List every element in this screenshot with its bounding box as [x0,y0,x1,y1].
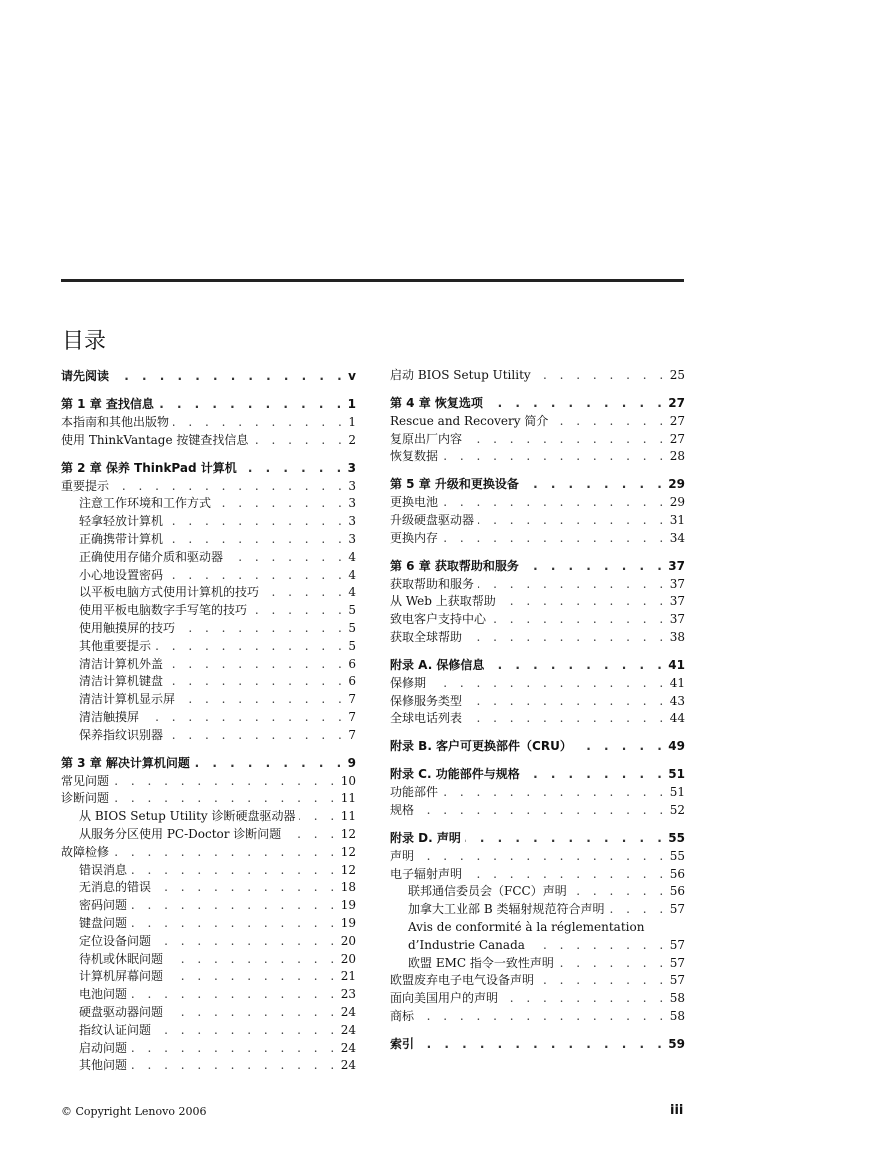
toc-entry[interactable] [61,773,356,791]
toc-entry-label: 清洁计算机显示屏 [79,692,176,707]
toc-entry-label: 使用平板电脑数字手写笔的技巧 [79,603,248,618]
toc-entry[interactable] [390,784,685,802]
toc-entry[interactable] [390,629,685,647]
toc-leader-dots [131,986,339,1004]
toc-entry[interactable] [390,901,685,919]
toc-leader-dots [215,495,346,513]
toc-entry-label: 硬盘驱动器问题 [79,1004,164,1019]
toc-leader-dots [465,829,666,848]
toc-entry-page: 37 [668,558,685,573]
toc-entry[interactable] [390,972,685,990]
toc-entry-label: 附录 C. 功能部件与规格 [390,767,520,782]
toc-entry-label: Avis de conformité à la réglementation [408,919,645,934]
toc-entry-label: 附录 B. 客户可更换部件（CRU） [390,739,572,754]
toc-leader-dots [466,431,668,449]
toc-entry-page: v [348,369,356,383]
toc-entry[interactable] [61,584,356,602]
toc-leader-dots [158,395,346,414]
toc-entry-label: 计算机屏幕问题 [79,969,164,984]
toc-leader-dots [466,629,668,647]
toc-entry-label: 密码问题 [79,898,128,913]
toc-leader-dots [418,1035,666,1054]
toc-entry[interactable] [61,727,356,745]
toc-chapter-entry[interactable] [390,475,685,494]
toc-entry-page: 5 [348,620,356,635]
toc-chapter-entry[interactable] [61,459,356,478]
toc-entry-label: 请先阅读 [61,369,110,383]
toc-leader-dots [442,448,668,466]
toc-leader-dots [241,459,346,478]
toc-entry-page: 7 [348,727,356,742]
toc-entry-label: 从 Web 上获取帮助 [390,594,496,609]
toc-chapter-entry[interactable] [390,394,685,413]
toc-leader-dots [285,826,338,844]
toc-entry-label: 启动问题 [79,1040,128,1055]
toc-entry-label: 常见问题 [61,773,110,788]
toc-entry-label: 规格 [390,802,415,817]
toc-leader-dots [500,593,668,611]
toc-chapter-entry[interactable] [390,829,685,848]
toc-entry-page: 43 [669,693,685,708]
toc-entry-page: 4 [348,567,356,582]
toc-leader-dots [179,691,346,709]
toc-chapter-entry[interactable] [61,367,356,386]
toc-entry[interactable] [390,512,685,530]
toc-entry-label: 小心地设置密码 [79,567,164,582]
toc-entry[interactable] [390,1008,685,1026]
toc-entry-page: 20 [340,933,356,948]
header-rule [61,279,684,282]
toc-chapter-entry[interactable] [61,754,356,773]
toc-entry-label: 保修期 [390,675,427,690]
toc-entry-page: 10 [340,773,356,788]
toc-entry-label: 第 5 章 升级和更换设备 [390,477,519,492]
toc-leader-dots [131,915,339,933]
toc-leader-dots [252,432,346,450]
toc-leader-dots [167,513,346,531]
toc-entry-page: 5 [348,603,356,618]
toc-entry[interactable] [61,495,356,513]
toc-entry-label: 复原出厂内容 [390,431,463,446]
toc-entry-label: 更换内存 [390,530,439,545]
toc-entry[interactable] [61,567,356,585]
toc-entry[interactable] [61,432,356,450]
toc-entry-page: 28 [669,449,685,464]
toc-entry-label: 第 4 章 恢复选项 [390,395,483,410]
toc-entry[interactable] [61,1040,356,1058]
toc-entry-label: 欧盟废弃电子电气设备声明 [390,973,535,988]
toc-entry-label: 清洁触摸屏 [79,709,140,724]
toc-entry-label: 附录 A. 保修信息 [390,657,485,672]
toc-entry[interactable] [390,576,685,594]
toc-leader-dots [263,584,346,602]
toc-leader-dots [167,567,346,585]
toc-entry-label: 索引 [390,1036,415,1051]
toc-right-column [390,367,685,1054]
toc-entry-page: 27 [669,413,685,428]
toc-leader-dots [167,656,346,674]
toc-entry[interactable] [61,986,356,1004]
toc-leader-dots [167,531,346,549]
toc-leader-dots [576,737,666,756]
toc-entry-label: 全球电话列表 [390,711,463,726]
toc-entry-page: 18 [340,880,356,895]
toc-leader-dots [167,951,339,969]
toc-leader-dots [113,367,346,386]
toc-entry-label: 升级硬盘驱动器 [390,512,475,527]
toc-leader-dots [167,727,346,745]
toc-leader-dots [490,611,668,629]
toc-entry-page: 58 [669,1008,685,1023]
toc-entry[interactable] [61,808,356,826]
toc-entry-page: 55 [668,830,685,845]
toc-leader-dots [418,848,668,866]
toc-entry-page: 24 [340,1058,356,1073]
toc-entry[interactable] [61,638,356,656]
toc-entry-label: 定位设备问题 [79,933,152,948]
toc-entry[interactable] [61,549,356,567]
toc-leader-dots [418,802,668,820]
toc-leader-dots [227,549,346,567]
toc-entry[interactable] [61,1022,356,1040]
toc-entry-page: 24 [340,1004,356,1019]
toc-entry-page: 20 [340,951,356,966]
toc-entry-label: 电子辐射声明 [390,866,463,881]
toc-entry-page: 24 [340,1022,356,1037]
toc-entry-page: 12 [340,826,356,841]
toc-entry-label: 其他问题 [79,1058,128,1073]
toc-entry-label: 故障检修 [61,844,110,859]
toc-entry[interactable] [61,656,356,674]
toc-leader-dots [552,413,667,431]
toc-entry-label: 键盘问题 [79,915,128,930]
toc-entry[interactable] [61,790,356,808]
toc-leader-dots [155,1022,339,1040]
toc-entry-page: 5 [348,638,356,653]
toc-entry-page: 56 [669,866,685,881]
toc-entry[interactable] [61,709,356,727]
toc-entry-page: 7 [348,692,356,707]
toc-chapter-entry[interactable] [390,737,685,756]
toc-entry-page: 19 [340,898,356,913]
toc-entry-page: 3 [347,460,356,475]
toc-leader-dots [113,773,339,791]
toc-entry[interactable] [390,448,685,466]
toc-entry-page: 52 [669,802,685,817]
toc-entry[interactable] [390,848,685,866]
toc-entry-page: 41 [668,657,685,672]
toc-entry-page: 38 [669,629,685,644]
toc-entry-page: 3 [348,531,356,546]
toc-entry[interactable] [390,530,685,548]
toc-entry-label: 致电客户支持中心 [390,612,487,627]
toc-entry-label: 联邦通信委员会（FCC）声明 [408,884,567,899]
toc-entry-page: 3 [348,514,356,529]
toc-entry-label: 保养指纹识别器 [79,727,164,742]
toc-entry-label: 待机或休眠问题 [79,951,164,966]
toc-leader-dots [131,1040,339,1058]
toc-entry-page: 41 [669,675,685,690]
toc-entry-page: 37 [669,612,685,627]
toc-entry[interactable] [61,691,356,709]
toc-entry-label: 从 BIOS Setup Utility 诊断硬盘驱动器 [79,809,296,824]
toc-entry-page: 25 [669,368,685,382]
toc-entry[interactable] [61,513,356,531]
toc-entry-label: 正确携带计算机 [79,531,164,546]
toc-leader-dots [155,879,339,897]
toc-entry[interactable] [390,990,685,1008]
toc-entry-page: 6 [348,674,356,689]
toc-entry-page: 49 [668,739,685,754]
toc-leader-dots [143,709,346,727]
toc-entry[interactable] [61,1057,356,1075]
toc-leader-dots [167,673,346,691]
toc-entry-page: 57 [669,973,685,988]
toc-entry-page: 56 [669,884,685,899]
toc-entry[interactable] [61,620,356,638]
toc-entry-label: 从服务分区使用 PC-Doctor 诊断问题 [79,826,282,841]
toc-entry[interactable] [390,693,685,711]
copyright-notice: © Copyright Lenovo 2006 [61,1105,207,1118]
toc-entry-page: 57 [669,902,685,917]
page-title: 目录 [62,329,107,354]
toc-leader-dots [529,937,668,955]
toc-entry-label: 清洁计算机外盖 [79,656,164,671]
toc-entry[interactable] [390,611,685,629]
toc-leader-dots [608,901,667,919]
toc-entry-page: 24 [340,1040,356,1055]
toc-entry[interactable] [390,866,685,884]
toc-entry-label: 正确使用存储介质和驱动器 [79,549,224,564]
toc-entry-page: 29 [668,477,685,492]
toc-entry-label: 错误消息 [79,862,128,877]
toc-entry-page: 51 [668,767,685,782]
toc-leader-dots [155,638,346,656]
toc-entry[interactable] [390,494,685,512]
toc-leader-dots [478,512,668,530]
toc-entry[interactable] [390,883,685,901]
toc-entry[interactable] [390,710,685,728]
toc-chapter-entry[interactable] [390,557,685,576]
toc-leader-dots [538,972,668,990]
toc-leader-dots [442,784,668,802]
toc-leader-dots [167,968,339,986]
toc-leader-dots [487,394,666,413]
toc-leader-dots [131,897,339,915]
toc-entry-label: 指纹认证问题 [79,1022,152,1037]
toc-leader-dots [535,367,668,385]
toc-entry-page: 57 [669,955,685,970]
toc-entry[interactable] [61,968,356,986]
toc-entry-label: 保修服务类型 [390,693,463,708]
toc-entry-label: 第 2 章 保养 ThinkPad 计算机 [61,460,237,475]
toc-leader-dots [442,494,668,512]
toc-entry-label: 清洁计算机键盘 [79,674,164,689]
toc-entry-label: 轻拿轻放计算机 [79,514,164,529]
toc-entry-page: 6 [348,656,356,671]
toc-leader-dots [179,620,346,638]
toc-entry-label: 欧盟 EMC 指令一致性声明 [408,955,554,970]
toc-entry-page: 3 [348,478,356,493]
toc-leader-dots [299,808,338,826]
toc-entry-label: 加拿大工业部 B 类辐射规范符合声明 [408,902,605,917]
toc-entry-page: 27 [668,395,685,410]
toc-entry-page: 19 [340,915,356,930]
toc-entry-label: 声明 [390,848,415,863]
toc-entry-page: 11 [340,809,356,824]
toc-leader-dots [113,790,339,808]
toc-entry-label: 重要提示 [61,478,110,493]
toc-entry-label: 面向美国用户的声明 [390,991,499,1006]
toc-leader-dots [251,602,346,620]
toc-entry-page: 44 [669,711,685,726]
toc-entry-label: 启动 BIOS Setup Utility [390,368,531,382]
toc-entry-page: 23 [340,987,356,1002]
toc-entry-label: d’Industrie Canada [408,937,525,952]
toc-entry-page: 34 [669,530,685,545]
toc-entry-page: 7 [348,709,356,724]
toc-entry-page: 3 [348,496,356,511]
toc-leader-dots [502,990,668,1008]
toc-entry[interactable] [390,919,685,937]
toc-entry-page: 12 [340,862,356,877]
toc-entry[interactable] [61,414,356,432]
toc-entry-label: 获取全球帮助 [390,629,463,644]
toc-entry-label: 更换电池 [390,495,439,510]
toc-entry-label: 获取帮助和服务 [390,576,475,591]
toc-entry-page: 37 [669,576,685,591]
toc-entry-label: 恢复数据 [390,449,439,464]
toc-entry-label: Rescue and Recovery 简介 [390,413,549,428]
toc-entry-label: 以平板电脑方式使用计算机的技巧 [79,585,260,600]
toc-entry[interactable] [61,862,356,880]
toc-entry[interactable] [61,1004,356,1022]
toc-entry[interactable] [390,367,685,385]
toc-leader-dots [523,557,666,576]
toc-entry[interactable] [390,431,685,449]
toc-entry-label: 其他重要提示 [79,638,152,653]
toc-leader-dots [418,1008,668,1026]
toc-leader-dots [113,478,346,496]
page-number: iii [670,1103,684,1118]
toc-entry-page: 1 [348,415,356,429]
toc-leader-dots [558,955,668,973]
toc-entry-page: 9 [347,755,356,770]
toc-leader-dots [131,1057,339,1075]
toc-entry[interactable] [61,844,356,862]
toc-entry-page: 11 [340,791,356,806]
toc-leader-dots [466,866,668,884]
toc-entry-page: 51 [669,785,685,800]
toc-entry-page: 21 [340,969,356,984]
toc-entry[interactable] [61,531,356,549]
toc-entry-label: 电池问题 [79,987,128,1002]
toc-leader-dots [442,530,668,548]
toc-entry-label: 注意工作环境和工作方式 [79,496,212,511]
toc-entry[interactable] [390,937,685,955]
toc-entry[interactable] [61,933,356,951]
toc-entry-page: 27 [669,431,685,446]
toc-leader-dots [478,576,668,594]
toc-chapter-entry[interactable] [61,395,356,414]
toc-leader-dots [430,675,668,693]
toc-entry-label: 本指南和其他出版物 [61,415,170,429]
toc-chapter-entry[interactable] [390,765,685,784]
toc-leader-dots [571,883,668,901]
toc-entry-label: 无消息的错误 [79,880,152,895]
toc-entry[interactable] [61,879,356,897]
toc-entry[interactable] [61,673,356,691]
toc-entry-label: 诊断问题 [61,791,110,806]
toc-leader-dots [167,1004,339,1022]
toc-leader-dots [466,710,668,728]
toc-left-column [61,367,356,1075]
toc-leader-dots [155,933,339,951]
toc-entry-page: 12 [340,844,356,859]
toc-entry[interactable] [61,602,356,620]
toc-entry[interactable] [390,675,685,693]
toc-entry-page: 31 [669,512,685,527]
toc-leader-dots [488,656,666,675]
toc-entry-label: 商标 [390,1008,415,1023]
toc-entry-page: 58 [669,991,685,1006]
toc-leader-dots [523,475,666,494]
toc-entry-label: 使用触摸屏的技巧 [79,620,176,635]
toc-leader-dots [466,693,668,711]
toc-entry[interactable] [61,951,356,969]
toc-entry[interactable] [390,802,685,820]
toc-entry-label: 附录 D. 声明 [390,830,461,845]
toc-entry[interactable] [61,478,356,496]
toc-entry[interactable] [61,897,356,915]
toc-chapter-entry[interactable] [390,656,685,675]
toc-entry-page: 59 [668,1036,685,1051]
toc-entry-page: 2 [348,432,356,447]
toc-chapter-entry[interactable] [390,1035,685,1054]
toc-entry-label: 功能部件 [390,785,439,800]
toc-entry-page: 57 [669,937,685,952]
toc-leader-dots [173,414,346,432]
toc-leader-dots [131,862,339,880]
toc-entry-label: 第 6 章 获取帮助和服务 [390,558,519,573]
toc-entry-page: 4 [348,585,356,600]
toc-entry[interactable] [390,413,685,431]
toc-entry-label: 使用 ThinkVantage 按键查找信息 [61,432,249,447]
toc-entry-page: 1 [347,397,356,411]
toc-leader-dots [524,765,667,784]
toc-entry[interactable] [61,826,356,844]
toc-entry-label: 第 1 章 查找信息 [61,397,154,411]
toc-entry[interactable] [390,955,685,973]
toc-entry[interactable] [61,915,356,933]
toc-leader-dots [194,754,346,773]
toc-entry-page: 4 [348,549,356,564]
toc-entry-page: 29 [669,495,685,510]
toc-entry-page: 37 [669,594,685,609]
toc-leader-dots [113,844,339,862]
toc-entry-page: 55 [669,848,685,863]
toc-entry-label: 第 3 章 解决计算机问题 [61,755,190,770]
toc-entry[interactable] [390,593,685,611]
